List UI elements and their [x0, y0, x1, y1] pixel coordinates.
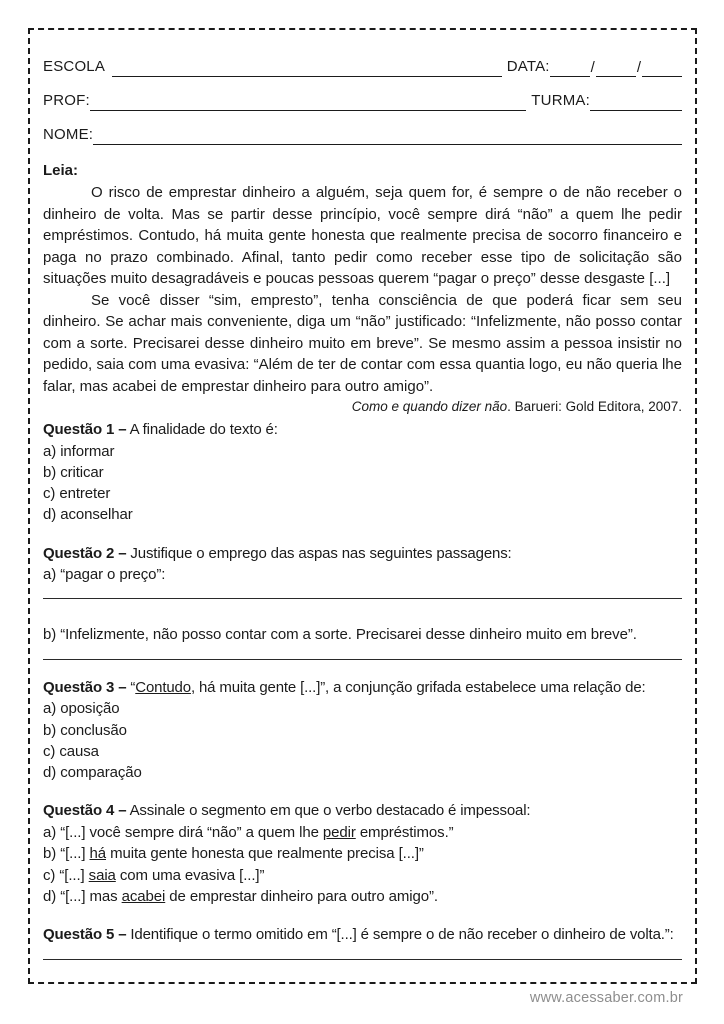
turma-blank-line: [590, 92, 682, 111]
question-3: [43, 677, 682, 784]
question-4: [43, 800, 682, 907]
question-5-title: [43, 924, 682, 946]
worksheet-header: [43, 43, 682, 145]
reading-section: [43, 160, 682, 417]
question-3-option-b: b) conclusão: [43, 721, 127, 739]
question-1-text: A finalidade do texto é:: [126, 421, 278, 438]
data-day-blank-line: [550, 58, 590, 77]
question-4-label: Questão 4 –: [43, 802, 127, 820]
reading-paragraph-1: O risco de emprestar dinheiro a alguém, seja quem for, é sempre o de não receber o dinheiro de volta. Mas se partir desse princípio, você sempre dirá “não” a quem lhe pedir empréstimos. Contudo, há muita gente honesta que realmente precisa de socorro financeiro e paga no prazo combinado. Afinal, tanto pedir como receber esse tipo de solicitação são situações muito desagradáveis e poucas pessoas querem “pagar o preço” desse desgaste [...]: [43, 184, 682, 287]
question-3-option-c: c) causa: [43, 742, 99, 760]
worksheet-border-frame: [28, 28, 697, 984]
question-2-label: Questão 2 –: [43, 544, 127, 562]
question-3-option-a: a) oposição: [43, 700, 120, 718]
data-month-blank-line: [596, 58, 636, 77]
date-separator: /: [590, 59, 595, 76]
question-2-title: [43, 543, 682, 565]
header-row-nome: [43, 111, 682, 145]
prof-label: PROF:: [43, 92, 90, 109]
reading-lead-label: Leia:: [43, 162, 79, 179]
question-2-text: Justifique o emprego das aspas nas seguintes passagens:: [126, 544, 512, 562]
nome-label: NOME:: [43, 126, 94, 143]
prof-blank-line: [90, 92, 526, 111]
question-3-option-d: d) comparação: [43, 764, 142, 782]
question-4-option-a: a) “[...] você sempre dirá “não” a quem lhe pedir empréstimos.”: [43, 823, 454, 841]
question-4-text: Assinale o segmento em que o verbo destacado é impessoal:: [126, 802, 531, 820]
question-1: [43, 419, 682, 526]
escola-blank-line: [112, 58, 502, 77]
question-1-label: Questão 1 –: [43, 421, 127, 438]
escola-label: ESCOLA: [43, 58, 106, 75]
question-2-item-a: a) “pagar o preço”:: [43, 566, 166, 584]
reading-source-citation: Como e quando dizer não. Barueri: Gold Editora, 2007.: [351, 399, 682, 414]
question-5-label: Questão 5 –: [43, 926, 127, 944]
question-5-text: Identifique o termo omitido em “[...] é sempre o de não receber o dinheiro de volta.”:: [126, 926, 674, 944]
data-year-blank-line: [642, 58, 682, 77]
turma-label: TURMA:: [531, 92, 590, 109]
header-row-escola: [43, 43, 682, 77]
footer-website-url: www.acessaber.com.br: [529, 990, 683, 1006]
reading-paragraph-2: Se você disser “sim, empresto”, tenha consciência de que poderá ficar sem seu dinheiro. Se achar mais conveniente, diga um “não” justificado: “Infelizmente, não posso contar com a sorte. Precisarei desse dinheiro muito em breve”. Se mesmo assim a pessoa insistir no pedido, saia com uma evasiva: “Além de ter de contar com essa quantia logo, eu não queria lhe falar, mas acabei de emprestar dinheiro para outro amigo”.: [43, 291, 682, 395]
data-label: DATA:: [506, 58, 550, 75]
question-2-item-b: b) “Infelizmente, não posso contar com a sorte. Precisarei desse dinheiro muito em breve”.: [43, 626, 637, 644]
question-4-option-d: d) “[...] mas acabei de emprestar dinheiro para outro amigo”.: [43, 887, 438, 905]
question-5: [43, 924, 682, 960]
question-4-option-b: b) “[...] há muita gente honesta que realmente precisa [...]”: [43, 845, 424, 863]
question-1-title: [43, 419, 682, 441]
date-separator: /: [636, 59, 641, 76]
question-1-option-b: b) criticar: [43, 463, 104, 481]
question-3-label: Questão 3 –: [43, 678, 127, 696]
question-2: [43, 543, 682, 660]
question-3-text: “Contudo, há muita gente [...]”, a conjunção grifada estabelece uma relação de:: [126, 678, 646, 696]
question-1-option-c: c) entreter: [43, 485, 111, 503]
answer-line: [43, 958, 682, 960]
question-1-option-a: a) informar: [43, 442, 115, 460]
question-4-title: [43, 800, 682, 822]
question-3-title: [43, 677, 682, 699]
question-1-option-d: d) aconselhar: [43, 506, 133, 524]
answer-line: [43, 658, 682, 660]
nome-blank-line: [93, 126, 682, 145]
question-4-option-c: c) “[...] saia com uma evasiva [...]”: [43, 866, 265, 884]
answer-line: [43, 597, 682, 599]
header-row-prof: [43, 77, 682, 111]
